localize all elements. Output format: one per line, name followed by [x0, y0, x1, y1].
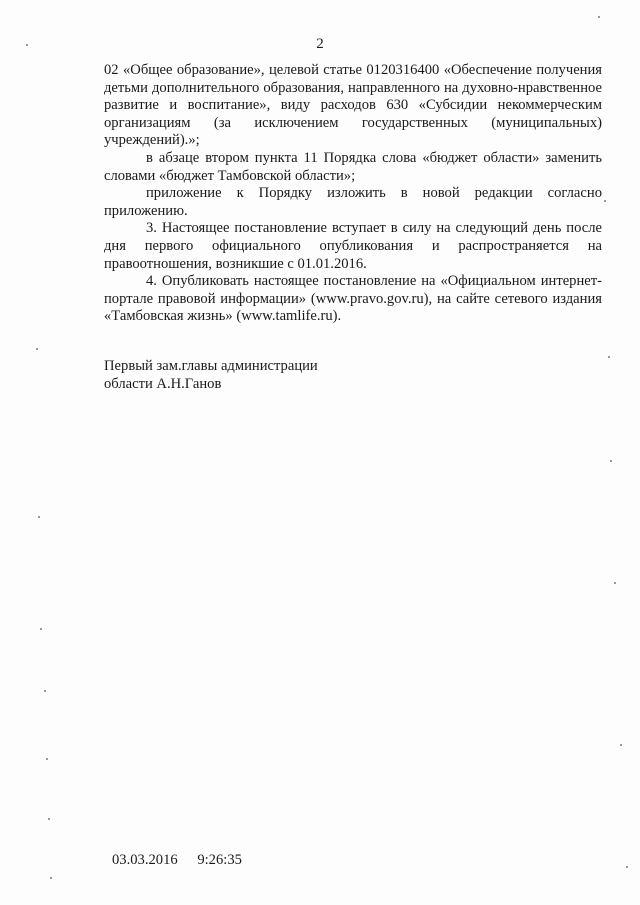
scan-speck [620, 744, 622, 746]
signature-block [104, 358, 318, 393]
signature-title: Первый зам.главы администрации [104, 358, 318, 374]
paragraph-replace-words: в абзаце втором пункта 11 Порядка слова «бюджет области» заменить словами «бюджет Тамбовской области»; [104, 149, 602, 184]
paragraph-appendix: приложение к Порядку изложить в новой редакции согласно приложению. [104, 185, 602, 219]
scan-speck [608, 356, 610, 358]
scan-speck [610, 460, 612, 462]
scan-speck [626, 866, 628, 868]
scan-speck [598, 16, 600, 18]
scan-speck [46, 758, 48, 760]
timestamp-date: 03.03.2016 [112, 852, 178, 868]
scan-speck [614, 582, 616, 584]
paragraph-item-4: 4. Опубликовать настоящее постановление на «Официальном интернет-портале правовой информации» (www.pravo.gov.ru), на сайте сетевого издания «Тамбовская жизнь» (www.tamlife.ru). [104, 273, 602, 325]
paragraph-budget-classification: 02 «Общее образование», целевой статье 0120316400 «Обеспечение получения детьми дополнительного образования, направленного на духовно-нравственное развитие и воспитание», виду расходов 630 «Субсидии некоммерческим организациям (за исключением государственных (муниципальных) учреждений).»; [104, 62, 602, 149]
scan-speck [50, 877, 52, 879]
scan-speck [44, 690, 46, 692]
scan-speck [36, 348, 38, 350]
print-timestamp [112, 852, 242, 869]
signature-name: области А.Н.Ганов [104, 375, 222, 392]
paragraph-item-3: 3. Настоящее постановление вступает в силу на следующий день после дня первого официального опубликования и распространяется на правоотношения, возникшие с 01.01.2016. [104, 220, 602, 272]
scan-speck [38, 516, 40, 518]
page-number: 2 [316, 36, 324, 52]
document-body [104, 62, 602, 326]
scan-speck [40, 628, 42, 630]
scan-speck [604, 200, 606, 202]
timestamp-time: 9:26:35 [197, 852, 242, 868]
scan-speck [48, 818, 50, 820]
scan-speck [26, 44, 28, 46]
